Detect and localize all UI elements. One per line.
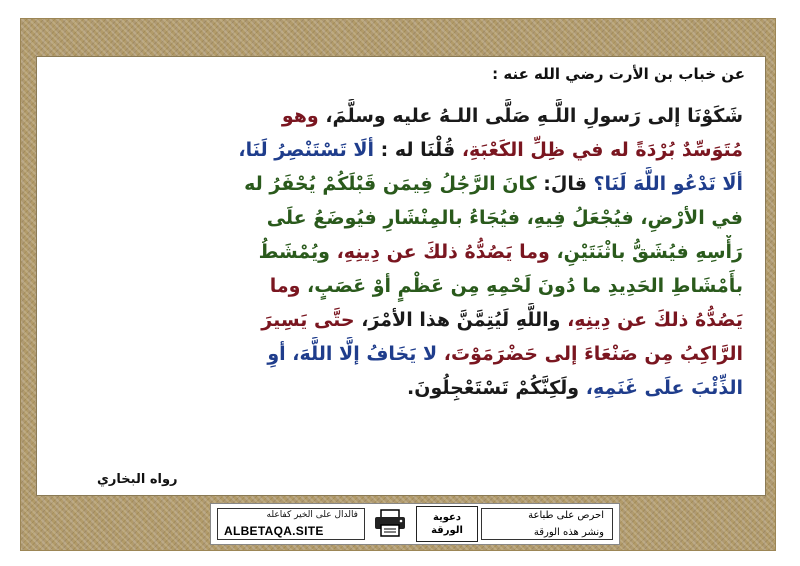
logo-mark <box>416 506 478 542</box>
hadith-segment: مُتَوَسِّدٌ بُرْدَةً له في ظِلِّ الكَعْبَةِ، <box>455 139 743 161</box>
hadith-segment: ألَا تَسْتَنْصِرُ لَنَا، <box>238 139 375 161</box>
hadith-segment: ولَكِنَّكُمْ تَسْتَعْجِلُونَ. <box>407 377 580 399</box>
print-note-box <box>481 508 613 540</box>
hadith-segment: واللَّهِ لَيُتِمَّنَّ هذا الأمْرَ، <box>354 309 561 331</box>
hadith-line <box>59 337 743 371</box>
hadith-segment: كانَ الرَّجُلُ فِيمَن قَبْلَكُمْ يُحْفَرُ له <box>244 173 537 195</box>
hadith-line <box>59 167 743 201</box>
hadith-segment: في الأرْضِ، فيُجْعَلُ فِيهِ، فيُجَاءُ بالمِنْشَارِ فيُوضَعُ علَى <box>266 207 743 229</box>
hadith-segment: وهو <box>281 105 319 127</box>
hadith-panel <box>36 56 766 496</box>
print-note-line-2: ونشر هذه الورقة <box>533 527 604 538</box>
attribution-heading: عن خباب بن الأرت رضي الله عنه : <box>492 65 745 83</box>
hadith-line <box>59 235 743 269</box>
footer-bar <box>210 503 620 545</box>
hadith-segment: قالَ: <box>536 173 587 195</box>
hadith-segment: قُلْنَا له : <box>374 139 456 161</box>
hadith-segment: ويُمْشَطُ <box>258 241 330 263</box>
hadith-line <box>59 201 743 235</box>
hadith-segment: رَأْسِهِ فيُشَقُّ باثْنَتَيْنِ، <box>549 241 743 263</box>
site-tagline: فالدال على الخير كفاعله <box>266 510 358 520</box>
site-box <box>217 508 365 540</box>
hadith-segment: وما يَصُدُّهُ ذلكَ عن دِينِهِ، <box>329 241 550 263</box>
hadith-segment: لا يَخَافُ إلَّا اللَّهَ، أوِ <box>267 343 438 365</box>
hadith-text <box>59 99 743 405</box>
hadith-line <box>59 99 743 133</box>
logo-line-1: دعوية <box>432 512 462 523</box>
logo-line-2: الورقة <box>431 525 463 536</box>
hadith-segment: شَكَوْنَا إلى رَسولِ اللَّـهِ صَلَّى اللـهُ عليه وسلَّمَ، <box>318 105 743 127</box>
hadith-segment: وما <box>269 275 301 297</box>
hadith-line <box>59 371 743 405</box>
printer-icon <box>371 508 409 538</box>
hadith-segment: حتَّى يَسِيرَ <box>261 309 355 331</box>
hadith-segment: ألَا تَدْعُو اللَّهَ لَنَا؟ <box>586 173 743 195</box>
hadith-segment: يَصُدُّهُ ذلكَ عن دِينِهِ، <box>560 309 743 331</box>
hadith-segment: الذِّئْبَ علَى غَنَمِهِ، <box>579 377 743 399</box>
hadith-line <box>59 269 743 303</box>
print-note-line-1: احرص على طباعة <box>528 510 604 521</box>
hadith-line <box>59 303 743 337</box>
narrator-label: رواه البخاري <box>97 472 178 487</box>
hadith-segment: الرَّاكِبُ مِن صَنْعَاءَ إلى حَضْرَمَوْتَ، <box>437 343 743 365</box>
site-url[interactable]: ALBETAQA.SITE <box>224 524 324 538</box>
hadith-segment: بأَمْشَاطِ الحَدِيدِ ما دُونَ لَحْمِهِ مِن عَظْمٍ أوْ عَصَبٍ، <box>300 275 743 297</box>
hadith-line <box>59 133 743 167</box>
